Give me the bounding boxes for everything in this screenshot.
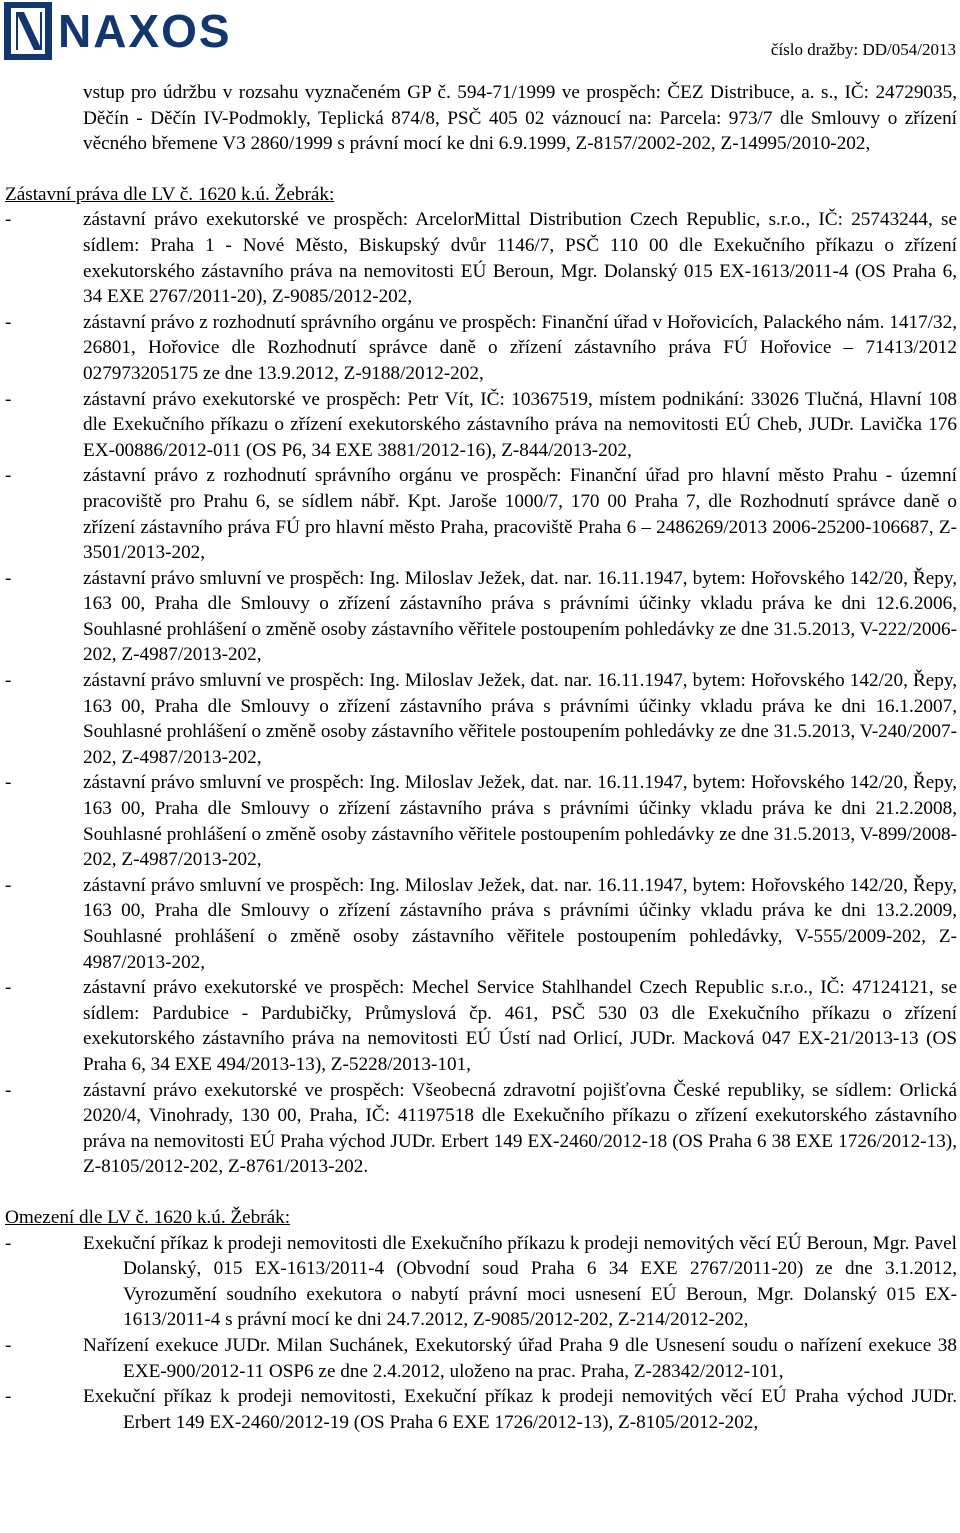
lien-item	[5, 463, 957, 565]
dash: -	[5, 1386, 12, 1408]
intro-paragraph: vstup pro údržbu v rozsahu vyznačeném GP č. 594-71/1999 ve prospěch: ČEZ Distribuce, a. s., IČ: 24729035, Děčín - Děčín IV-Podmokly, Teplická 874/8, PSČ 405 02 váznoucí na: Parcela: 973/7 dle Smlouvy o zřízení věcného břemene V3 2860/1999 s právní mocí ke dni 6.9.1999, Z-8157/2002-202, Z-14995/2010-202,	[83, 82, 957, 155]
dash: -	[5, 1079, 12, 1101]
lien-text: zástavní právo exekutorské ve prospěch: Mechel Service Stahlhandel Czech Republic s.r.o., IČ: 47124121, se sídlem: Pardubice - Pardubičky, Průmyslová čp. 461, PSČ 530 03 dle Exekučního příkazu o zřízení exekutorského zástavního práva na nemovitosti EÚ Ústí nad Orlicí, JUDr. Macková 047 EX-21/2013-13 (OS Praha 6, 34 EXE 494/2013-13), Z-5228/2013-101,	[83, 977, 957, 1075]
restriction-text: Nařízení exekuce JUDr. Milan Suchánek, Exekutorský úřad Praha 9 dle Usnesení soudu o nařízení exekuce 38 EXE-900/2012-11 OSP6 ze dne 2.4.2012, uloženo na prac. Praha, Z-28342/2012-101,	[83, 1334, 957, 1382]
dash: -	[5, 977, 12, 999]
restriction-text: Exekuční příkaz k prodeji nemovitosti dle Exekučního příkazu k prodeji nemovitých věcí EÚ Beroun, Mgr. Pavel Dolanský, 015 EX-1613/2011-4 (Obvodní soud Praha 6 34 EXE 2767/2011-20) ze dne 3.1.2012, Vyrozumění soudního exekutora o nabytí právní moci usnesení EÚ Beroun, Mgr. Dolanský 015 EX-1613/2011-4 s právní mocí ke dni 24.7.2012, Z-9085/2012-202, Z-214/2012-202,	[83, 1232, 957, 1331]
dash: -	[5, 209, 12, 231]
page-header	[0, 0, 960, 64]
lien-item	[5, 1078, 957, 1180]
lien-text: zástavní právo z rozhodnutí správního orgánu ve prospěch: Finanční úřad pro hlavní město Prahu - územní pracoviště pro Prahu 6, se sídlem nábř. Kpt. Jaroše 1000/7, 170 00 Praha 7, dle Rozhodnutí správce daně o zřízení zástavního práva FÚ pro hlavní město Praha, pracoviště Praha 6 – 2486269/2013 2006-25200-106687, Z-3501/2013-202,	[83, 465, 957, 564]
dash: -	[5, 670, 12, 692]
lien-item	[5, 975, 957, 1077]
restriction-text: Exekuční příkaz k prodeji nemovitosti, Exekuční příkaz k prodeji nemovitých věcí EÚ Praha východ JUDr. Erbert 149 EX-2460/2012-19 (OS Praha 6 EXE 1726/2012-13), Z-8105/2012-202,	[83, 1386, 957, 1433]
liens-heading: Zástavní práva dle LV č. 1620 k.ú. Žebrák:	[5, 183, 335, 205]
lien-text: zástavní právo exekutorské ve prospěch: Všeobecná zdravotní pojišťovna České republiky, se sídlem: Orlická 2020/4, Vinohrady, 130 00, Praha, IČ: 41197518 dle Exekučního příkazu o zřízení exekutorského zástavního práva na nemovitosti EÚ Praha východ JUDr. Erbert 149 EX-2460/2012-18 (OS Praha 6 38 EXE 1726/2012-13), Z-8105/2012-202, Z-8761/2013-202.	[83, 1079, 957, 1178]
lien-item	[5, 873, 957, 975]
restrictions-section	[5, 1205, 957, 1435]
lien-text: zástavní právo smluvní ve prospěch: Ing. Miloslav Ježek, dat. nar. 16.11.1947, bytem: Hořovského 142/20, Řepy, 163 00, Praha dle Smlouvy o zřízení zástavního práva s právními účinky vkladu práva ke dni 16.1.2007, Souhlasné prohlášení o změně osoby zástavního věřitele postoupením pohledávky ze dne 31.5.2013, V-240/2007-202, Z-4987/2013-202,	[83, 670, 957, 768]
lien-text: zástavní právo exekutorské ve prospěch: Petr Vít, IČ: 10367519, místem podnikání: 33026 Tlučná, Hlavní 108 dle Exekučního příkazu o zřízení exekutorského zástavního práva na nemovitosti EÚ Cheb, JUDr. Lavička 176 EX-00886/2012-011 (OS P6, 34 EXE 3881/2012-16), Z-844/2013-202,	[83, 388, 957, 461]
restriction-item	[5, 1384, 957, 1435]
dash: -	[5, 874, 12, 896]
lien-item	[5, 387, 957, 464]
dash: -	[5, 311, 12, 333]
dash: -	[5, 1232, 12, 1254]
naxos-logo	[4, 2, 232, 60]
lien-item	[5, 566, 957, 668]
restriction-item	[5, 1333, 957, 1384]
lien-item	[5, 770, 957, 872]
lien-item	[5, 668, 957, 770]
dash: -	[5, 1334, 12, 1356]
logo-wordmark: NAXOS	[58, 5, 232, 57]
document-body	[5, 80, 957, 1435]
lien-text: zástavní právo z rozhodnutí správního orgánu ve prospěch: Finanční úřad v Hořovicích, Palackého nám. 1417/32, 26801, Hořovice dle Rozhodnutí správce daně o zřízení zástavního práva FÚ Hořovice – 71413/2012 027973205175 ze dne 13.9.2012, Z-9188/2012-202,	[83, 311, 957, 384]
lien-text: zástavní právo smluvní ve prospěch: Ing. Miloslav Ježek, dat. nar. 16.11.1947, bytem: Hořovského 142/20, Řepy, 163 00, Praha dle Smlouvy o zřízení zástavního práva s právními účinky vkladu práva ke dni 13.2.2009, Souhlasné prohlášení o změně osoby zástavního věřitele postoupením pohledávky, V-555/2009-202, Z-4987/2013-202,	[83, 874, 957, 973]
dash: -	[5, 567, 12, 589]
lien-text: zástavní právo smluvní ve prospěch: Ing. Miloslav Ježek, dat. nar. 16.11.1947, bytem: Hořovského 142/20, Řepy, 163 00, Praha dle Smlouvy o zřízení zástavního práva s právními účinky vkladu práva ke dni 21.2.2008, Souhlasné prohlášení o změně osoby zástavního věřitele postoupením pohledávky ze dne 31.5.2013, V-899/2008-202, Z-4987/2013-202,	[83, 772, 957, 871]
dash: -	[5, 388, 12, 410]
lien-item	[5, 207, 957, 309]
lien-item	[5, 310, 957, 387]
lien-text: zástavní právo smluvní ve prospěch: Ing. Miloslav Ježek, dat. nar. 16.11.1947, bytem: Hořovského 142/20, Řepy, 163 00, Praha dle Smlouvy o zřízení zástavního práva s právními účinky vkladu práva ke dni 12.6.2006, Souhlasné prohlášení o změně osoby zástavního věřitele postoupením pohledávky ze dne 31.5.2013, V-222/2006-202, Z-4987/2013-202,	[83, 567, 957, 666]
liens-section	[5, 182, 957, 1180]
dash: -	[5, 772, 12, 794]
naxos-logo-icon	[4, 2, 52, 60]
lien-text: zástavní právo exekutorské ve prospěch: ArcelorMittal Distribution Czech Republic, s.r.o., IČ: 25743244, se sídlem: Praha 1 - Nové Město, Biskupský dvůr 1146/7, PSČ 110 00 dle Exekučního příkazu o zřízení exekutorského zástavního práva na nemovitosti EÚ Beroun, Mgr. Dolanský 015 EX-1613/2011-4 (OS Praha 6, 34 EXE 2767/2011-20), Z-9085/2012-202,	[83, 209, 957, 308]
restriction-item	[5, 1231, 957, 1333]
restrictions-heading: Omezení dle LV č. 1620 k.ú. Žebrák:	[5, 1206, 291, 1228]
dash: -	[5, 465, 12, 487]
auction-number: číslo dražby: DD/054/2013	[770, 40, 956, 59]
